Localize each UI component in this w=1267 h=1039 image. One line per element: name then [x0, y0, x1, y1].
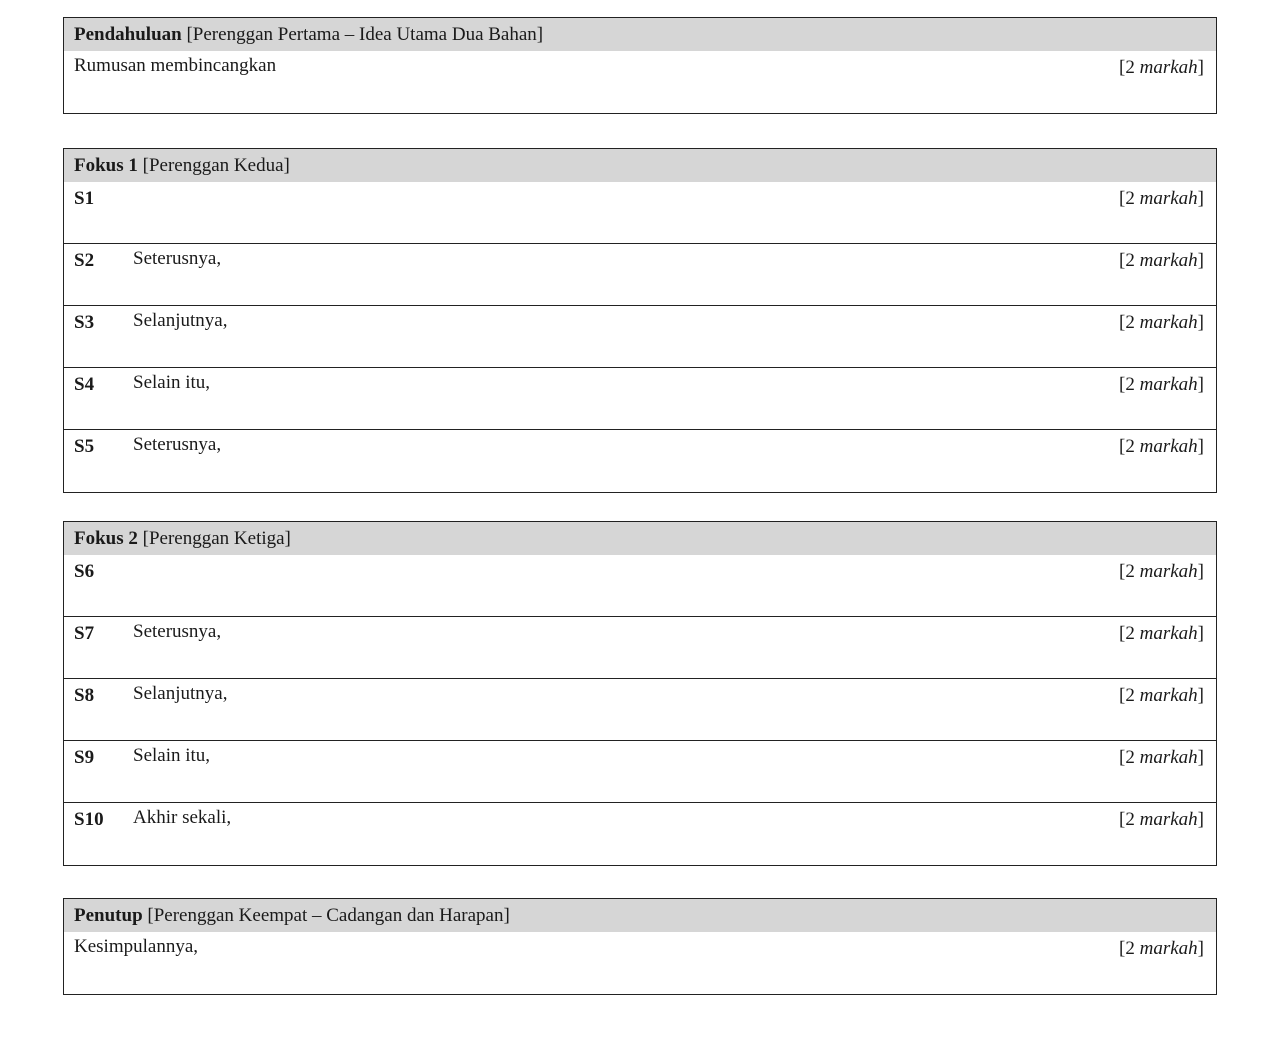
answer-row[interactable] [64, 932, 1216, 994]
row-prompt: Kesimpulannya, [74, 936, 199, 957]
answer-row-s6[interactable] [64, 555, 1216, 617]
section-fokus-2 [63, 521, 1217, 866]
section-title: Penutup [74, 905, 143, 926]
row-label: S4 [74, 374, 95, 395]
mark-allocation: [2 markah] [1119, 561, 1204, 582]
section-subtitle: [Perenggan Pertama – Idea Utama Dua Bahan] [181, 24, 544, 45]
row-label: S2 [74, 250, 95, 271]
mark-allocation: [2 markah] [1119, 436, 1204, 457]
mark-allocation: [2 markah] [1119, 188, 1204, 209]
mark-allocation: [2 markah] [1119, 250, 1204, 271]
mark-allocation: [2 markah] [1119, 374, 1204, 395]
section-pendahuluan [63, 17, 1217, 114]
row-label: S1 [74, 188, 95, 209]
section-title: Fokus 2 [74, 528, 138, 549]
row-prompt: Selanjutnya, [133, 310, 228, 331]
section-fokus-1 [63, 148, 1217, 493]
mark-allocation: [2 markah] [1119, 57, 1204, 78]
section-header [64, 522, 1216, 555]
section-header [64, 149, 1216, 182]
answer-row-s1[interactable] [64, 182, 1216, 244]
row-label: S7 [74, 623, 95, 644]
answer-row-s9[interactable] [64, 741, 1216, 803]
section-subtitle: [Perenggan Ketiga] [137, 528, 291, 549]
row-prompt: Selain itu, [133, 745, 211, 766]
section-subtitle: [Perenggan Kedua] [137, 155, 290, 176]
answer-row-s8[interactable] [64, 679, 1216, 741]
section-header [64, 899, 1216, 932]
mark-allocation: [2 markah] [1119, 623, 1204, 644]
row-label: S8 [74, 685, 95, 706]
mark-allocation: [2 markah] [1119, 938, 1204, 959]
row-prompt: Rumusan membincangkan [74, 55, 277, 76]
mark-allocation: [2 markah] [1119, 312, 1204, 333]
section-subtitle: [Perenggan Keempat – Cadangan dan Harapan] [142, 905, 510, 926]
answer-row[interactable] [64, 51, 1216, 113]
section-penutup [63, 898, 1217, 995]
mark-allocation: [2 markah] [1119, 809, 1204, 830]
mark-allocation: [2 markah] [1119, 685, 1204, 706]
row-label: S3 [74, 312, 95, 333]
answer-row-s3[interactable] [64, 306, 1216, 368]
answer-row-s5[interactable] [64, 430, 1216, 492]
row-prompt: Akhir sekali, [133, 807, 232, 828]
row-prompt: Seterusnya, [133, 621, 222, 642]
row-label: S5 [74, 436, 95, 457]
row-prompt: Selain itu, [133, 372, 211, 393]
answer-row-s10[interactable] [64, 803, 1216, 865]
row-prompt: Selanjutnya, [133, 683, 228, 704]
section-header [64, 18, 1216, 51]
row-label: S6 [74, 561, 95, 582]
answer-row-s2[interactable] [64, 244, 1216, 306]
row-label: S10 [74, 809, 104, 830]
row-prompt: Seterusnya, [133, 434, 222, 455]
answer-row-s7[interactable] [64, 617, 1216, 679]
row-prompt: Seterusnya, [133, 248, 222, 269]
mark-allocation: [2 markah] [1119, 747, 1204, 768]
answer-row-s4[interactable] [64, 368, 1216, 430]
row-label: S9 [74, 747, 95, 768]
section-title: Pendahuluan [74, 24, 182, 45]
section-title: Fokus 1 [74, 155, 138, 176]
